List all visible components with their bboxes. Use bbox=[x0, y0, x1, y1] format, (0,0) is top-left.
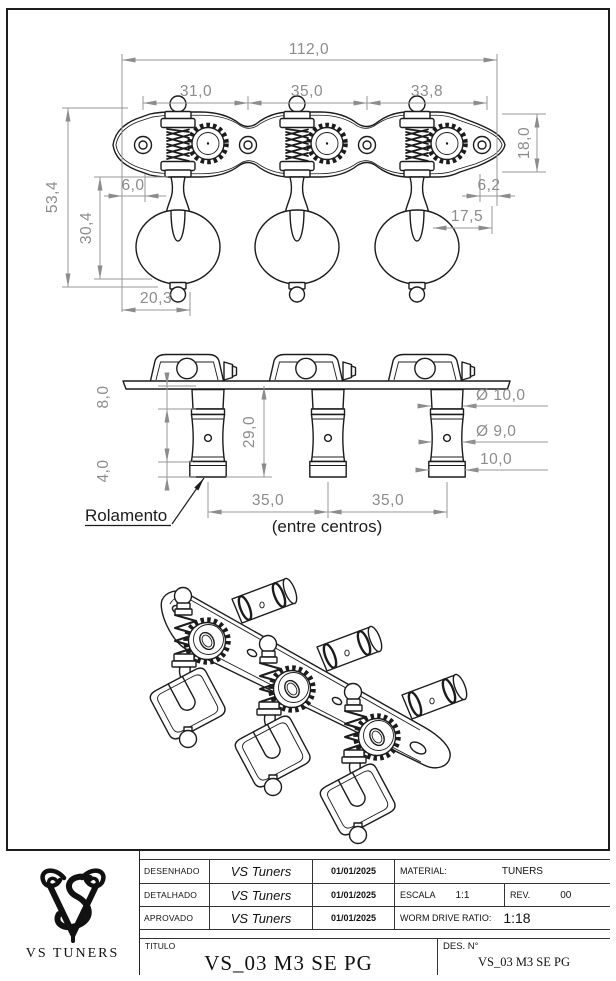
dim-35-right: 35,0 bbox=[371, 492, 405, 509]
row3-date: 01/01/2025 bbox=[313, 907, 395, 929]
dim-dia-9: Ø 9,0 bbox=[476, 423, 517, 440]
dim-6-2: 6,2 bbox=[477, 177, 501, 194]
top-view bbox=[113, 96, 505, 302]
material-value: TUNERS bbox=[501, 865, 543, 877]
knob-head-3 bbox=[388, 355, 475, 384]
dim-35: 35,0 bbox=[290, 83, 324, 100]
label-entre-centros: (entre centros) bbox=[271, 517, 383, 536]
dim-35-left: 35,0 bbox=[251, 492, 285, 509]
side-view bbox=[123, 355, 513, 478]
row3-value: VS Tuners bbox=[210, 907, 313, 929]
material-label: MATERIAL: bbox=[400, 866, 447, 877]
dim-dia-10: Ø 10,0 bbox=[476, 387, 526, 404]
dim-20-3: 20,3 bbox=[139, 290, 173, 307]
drawing-title: VS_03 M3 SE PG bbox=[204, 951, 373, 975]
row2-value: VS Tuners bbox=[210, 884, 313, 907]
title-block bbox=[6, 849, 610, 973]
dim-112: 112,0 bbox=[288, 41, 330, 58]
isometric-view bbox=[148, 577, 469, 844]
knob-head-2 bbox=[269, 355, 356, 384]
worm-ratio-value: 1:18 bbox=[503, 910, 531, 927]
row2-date: 01/01/2025 bbox=[313, 884, 395, 907]
dim-4: 4,0 bbox=[95, 459, 112, 483]
plate-edge bbox=[123, 381, 510, 389]
dim-53-4: 53,4 bbox=[44, 180, 61, 214]
row1-label: DESENHADO bbox=[140, 860, 210, 883]
rev-value: 00 bbox=[560, 889, 572, 901]
des-number-cell bbox=[438, 939, 610, 975]
dim-8: 8,0 bbox=[95, 385, 112, 409]
string-post-1 bbox=[190, 390, 226, 478]
row1-date: 01/01/2025 bbox=[313, 860, 395, 883]
rev-label: REV. bbox=[510, 890, 531, 901]
dim-6-0: 6,0 bbox=[121, 177, 145, 194]
label-rolamento: Rolamento bbox=[85, 506, 168, 525]
dim-31: 31,0 bbox=[179, 83, 213, 100]
string-post-3 bbox=[429, 390, 465, 478]
string-post-2 bbox=[310, 390, 346, 478]
dim-33-8: 33,8 bbox=[410, 83, 444, 100]
logo-cell bbox=[6, 851, 140, 975]
row1-value: VS Tuners bbox=[210, 860, 313, 883]
dim-30-4: 30,4 bbox=[78, 211, 95, 245]
dim-29: 29,0 bbox=[241, 415, 258, 449]
knob-head-1 bbox=[150, 355, 237, 384]
escala-label: ESCALA bbox=[400, 890, 436, 901]
dim-10: 10,0 bbox=[480, 451, 513, 468]
des-label: DES. N° bbox=[443, 941, 479, 952]
titulo-label: TITULO bbox=[145, 941, 176, 951]
worm-ratio-label: WORM DRIVE RATIO: bbox=[400, 913, 492, 924]
dim-17-5: 17,5 bbox=[450, 208, 484, 225]
title-block-table bbox=[140, 859, 610, 975]
des-value: VS_03 M3 SE PG bbox=[477, 955, 571, 969]
vs-tuners-logo-monogram bbox=[34, 864, 112, 944]
titulo-cell bbox=[140, 939, 438, 975]
row3-label: APROVADO bbox=[140, 907, 210, 929]
dim-18: 18,0 bbox=[516, 126, 533, 160]
escala-value: 1:1 bbox=[455, 889, 470, 901]
row2-label: DETALHADO bbox=[140, 884, 210, 907]
logo-text: VS TUNERS bbox=[25, 946, 120, 961]
